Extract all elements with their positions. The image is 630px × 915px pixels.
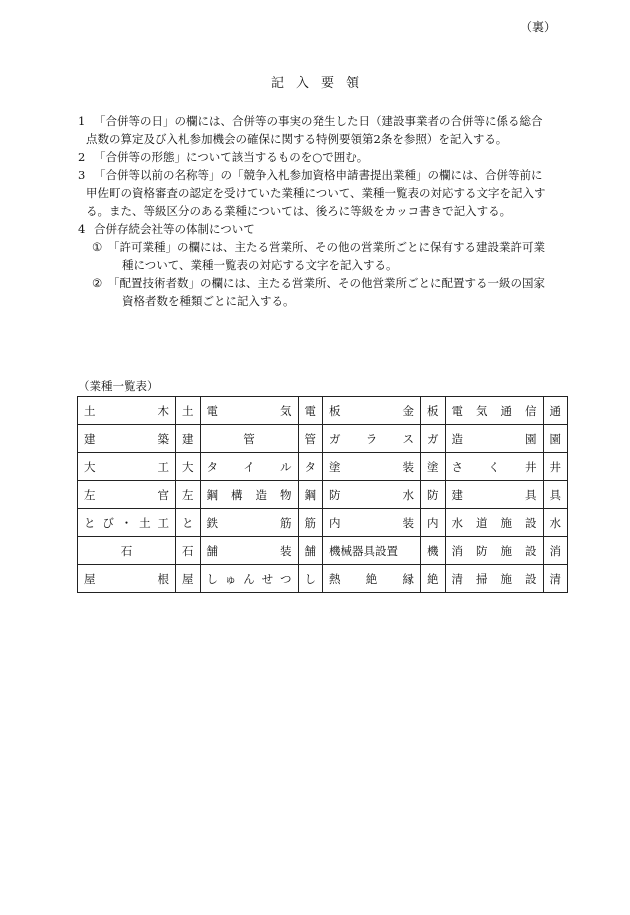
industry-name <box>329 487 414 503</box>
industry-name-char: せ <box>261 571 274 586</box>
industry-abbr-cell: 内 <box>421 509 446 537</box>
instruction-item-2 <box>78 148 563 166</box>
industry-name <box>452 571 537 587</box>
industry-name-char: 木 <box>157 403 169 418</box>
industry-name-cell <box>323 425 421 453</box>
industry-name-char: 気 <box>280 403 292 418</box>
industry-abbr-cell: 建 <box>176 425 201 453</box>
industry-name-char: 熱 <box>329 571 341 586</box>
industry-name-char: 施 <box>500 515 512 530</box>
industry-name-char: 設 <box>375 543 387 558</box>
industry-name-char: 大 <box>84 459 96 474</box>
industry-name-cell <box>445 481 543 509</box>
industry-name-char: 筋 <box>280 515 292 530</box>
industry-name-char: ゅ <box>224 571 237 586</box>
instruction-item-1 <box>78 112 563 148</box>
industry-name-char: 工 <box>157 459 169 474</box>
table-caption: （業種一覧表） <box>78 379 159 393</box>
instructions <box>78 112 563 310</box>
industry-name-char: ん <box>243 571 255 586</box>
industry-abbr-cell: 大 <box>176 453 201 481</box>
industry-abbr-cell: 井 <box>543 453 568 481</box>
industry-name <box>207 431 292 447</box>
industry-name-char: 消 <box>451 543 463 558</box>
industry-name-char: 具 <box>363 543 375 558</box>
industry-name-char: 井 <box>525 459 537 474</box>
industry-name <box>84 403 169 419</box>
industry-name-cell <box>200 425 298 453</box>
industry-abbr-cell: 左 <box>176 481 201 509</box>
industry-abbr-cell: 水 <box>543 509 568 537</box>
industry-name-char: 防 <box>476 543 488 558</box>
industry-name <box>84 515 169 531</box>
industry-abbr-cell: 清 <box>543 565 568 593</box>
instruction-item-3 <box>78 166 563 220</box>
industry-name <box>84 459 169 475</box>
industry-name-cell <box>323 565 421 593</box>
subitem-text: 「許可業種」の欄には、主たる営業所、その他の営業所ごとに保有する建設業許可業 <box>108 240 545 254</box>
industry-name-cell <box>323 397 421 425</box>
industry-name-cell <box>323 509 421 537</box>
industry-name-char: 土 <box>139 515 151 530</box>
industry-name-char: 舗 <box>206 543 218 558</box>
industry-name <box>207 543 292 559</box>
industry-name-cell <box>323 453 421 481</box>
industry-name-char: ・ <box>120 515 133 530</box>
industry-name-char: 工 <box>157 515 169 530</box>
industry-name-char: 築 <box>157 431 169 446</box>
industry-name-cell <box>78 481 176 509</box>
industry-name <box>207 515 292 531</box>
industry-name-char: 園 <box>525 431 537 446</box>
industry-name-cell <box>445 537 543 565</box>
industry-name <box>452 487 537 503</box>
reverse-side-mark: （裏） <box>519 20 556 34</box>
industry-name-char: 屋 <box>84 571 96 586</box>
industry-name <box>84 543 169 559</box>
industry-name <box>329 459 414 475</box>
subitem-mark: ① <box>92 240 103 254</box>
industry-name-char: 内 <box>329 515 341 530</box>
industry-name <box>452 403 537 419</box>
industry-abbr-cell: 管 <box>298 425 323 453</box>
industry-abbr-cell: 絶 <box>421 565 446 593</box>
instruction-subitem-2 <box>78 274 563 310</box>
item-text: 合併存続会社等の体制について <box>94 222 255 236</box>
item-text-cont: 甲佐町の資格審査の認定を受けていた業種について、業種一覧表の対応する文字を記入す <box>86 186 546 200</box>
industry-name-char: 器 <box>352 543 364 558</box>
industry-name <box>84 571 169 587</box>
industry-name <box>207 487 292 503</box>
industry-name-cell <box>78 453 176 481</box>
industry-name-cell <box>445 565 543 593</box>
instruction-subitem-1 <box>78 238 563 274</box>
page-title: 記入要領 <box>270 76 371 91</box>
industry-abbr-cell: 石 <box>176 537 201 565</box>
industry-name-cell <box>200 397 298 425</box>
industry-abbr-cell: 防 <box>421 481 446 509</box>
industry-name-cell <box>200 537 298 565</box>
industry-name-char: び <box>102 515 114 530</box>
industry-name-char: 造 <box>451 431 463 446</box>
industry-name-char: 塗 <box>329 459 341 474</box>
industry-name-char: ガ <box>329 431 341 446</box>
industry-name-char: 置 <box>386 543 398 558</box>
industry-name-char: 縁 <box>402 571 414 586</box>
industry-abbr-cell: 屋 <box>176 565 201 593</box>
industry-name-char: 設 <box>525 571 537 586</box>
industry-name-cell <box>78 537 176 565</box>
industry-name-char: 気 <box>476 403 488 418</box>
industry-name-char: し <box>206 571 218 586</box>
industry-name-char: 装 <box>280 543 292 558</box>
industry-name-char: 建 <box>451 487 463 502</box>
industry-name-cell <box>323 537 421 565</box>
item-text: 「合併等の形態」について該当するものを○で囲む。 <box>94 150 369 164</box>
industry-abbr-cell: 通 <box>543 397 568 425</box>
industry-name-char: 石 <box>120 543 133 558</box>
industry-name-char: 掃 <box>476 571 488 586</box>
industry-name-char: 構 <box>231 487 243 502</box>
industry-name <box>452 543 537 559</box>
table-row <box>78 537 568 565</box>
industry-name-char: 水 <box>451 515 463 530</box>
industry-name-char: 具 <box>525 487 537 502</box>
industry-name-cell <box>200 453 298 481</box>
industry-abbr-cell: 舗 <box>298 537 323 565</box>
industry-name-char: 鉄 <box>206 515 218 530</box>
item-text-cont: 点数の算定及び入札参加機会の確保に関する特例要領第2条を参照）を記入する。 <box>86 132 508 146</box>
industry-name-char: 絶 <box>365 571 378 586</box>
subitem-mark: ② <box>92 276 103 290</box>
subitem-text-cont: 資格者数を種類ごとに記入する。 <box>122 294 295 308</box>
industry-name-cell <box>78 565 176 593</box>
industry-name-char: 施 <box>500 571 512 586</box>
industry-name-char: 施 <box>500 543 512 558</box>
industry-abbr-cell: 板 <box>421 397 446 425</box>
industry-name-char: 金 <box>402 403 414 418</box>
industry-abbr-cell: タ <box>298 453 323 481</box>
industry-abbr-cell: 電 <box>298 397 323 425</box>
industry-name-char: ラ <box>365 431 378 446</box>
industry-abbr-cell: 消 <box>543 537 568 565</box>
industry-name <box>329 543 414 559</box>
industry-name-cell <box>78 509 176 537</box>
industry-name-cell <box>200 565 298 593</box>
table-row <box>78 565 568 593</box>
industry-name-char: 道 <box>476 515 488 530</box>
industry-name-char: 電 <box>451 403 463 418</box>
industry-name-char: ス <box>402 431 414 446</box>
industry-name-cell <box>78 425 176 453</box>
item-number: 2 <box>78 150 86 164</box>
item-text: 「合併等以前の名称等」の「競争入札参加資格申請書提出業種」の欄には、合併等前に <box>94 168 543 182</box>
industry-name-char: 官 <box>157 487 169 502</box>
industry-abbr-cell: し <box>298 565 323 593</box>
industry-name-char: 管 <box>243 431 255 446</box>
industry-name-char: 信 <box>525 403 537 418</box>
item-text-cont: る。また、等級区分のある業種については、後ろに等級をカッコ書きで記入する。 <box>86 204 512 218</box>
item-text: 「合併等の日」の欄には、合併等の事実の発生した日（建設事業者の合併等に係る総合 <box>94 114 543 128</box>
table-row <box>78 509 568 537</box>
industry-name <box>207 571 292 587</box>
table-row <box>78 481 568 509</box>
industry-name <box>329 431 414 447</box>
industry-name-cell <box>445 509 543 537</box>
industry-name-char: 械 <box>340 543 352 558</box>
industry-name-char: 物 <box>280 487 292 502</box>
industry-name-cell <box>445 425 543 453</box>
industry-name-cell <box>200 481 298 509</box>
industry-name-char: 装 <box>402 459 414 474</box>
industry-name-char: タ <box>206 459 218 474</box>
industry-name-char: 水 <box>402 487 414 502</box>
industry-name-cell <box>200 509 298 537</box>
industry-name <box>452 431 537 447</box>
subitem-text-cont: 種について、業種一覧表の対応する文字を記入する。 <box>122 258 398 272</box>
industry-name-char: 造 <box>255 487 267 502</box>
industry-abbr-cell: 機 <box>421 537 446 565</box>
industry-name-char: イ <box>243 459 255 474</box>
industry-name <box>84 431 169 447</box>
industry-name-char: つ <box>280 571 292 586</box>
industry-name-char: 電 <box>206 403 218 418</box>
industry-name-cell <box>323 481 421 509</box>
industry-name-cell <box>445 397 543 425</box>
industry-name-char: 鋼 <box>206 487 218 502</box>
industry-abbr-cell: 鋼 <box>298 481 323 509</box>
industry-name <box>452 515 537 531</box>
industry-name <box>329 571 414 587</box>
industry-name <box>207 403 292 419</box>
instruction-item-4 <box>78 220 563 238</box>
industry-name-char: 板 <box>329 403 341 418</box>
industry-abbr-cell: ガ <box>421 425 446 453</box>
industry-name-char: 設 <box>525 543 537 558</box>
industry-abbr-cell: 具 <box>543 481 568 509</box>
industry-type-table <box>77 396 568 593</box>
subitem-text: 「配置技術者数」の欄には、主たる営業所、その他営業所ごとに配置する一級の国家 <box>108 276 545 290</box>
industry-name-char: さ <box>451 459 463 474</box>
industry-name <box>84 487 169 503</box>
item-number: 3 <box>78 168 86 182</box>
industry-name-char: 土 <box>84 403 96 418</box>
table-row <box>78 425 568 453</box>
industry-abbr-cell: と <box>176 509 201 537</box>
industry-name <box>329 403 414 419</box>
industry-name-char: 設 <box>525 515 537 530</box>
industry-name <box>452 459 537 475</box>
industry-name-char: く <box>488 459 500 474</box>
item-number: 4 <box>78 222 86 236</box>
industry-name-char: 装 <box>402 515 414 530</box>
industry-abbr-cell: 筋 <box>298 509 323 537</box>
industry-name-cell <box>445 453 543 481</box>
table-row <box>78 397 568 425</box>
industry-name-char: と <box>84 515 96 530</box>
industry-name-char: ル <box>280 459 292 474</box>
industry-name-char: 建 <box>84 431 96 446</box>
table-row <box>78 453 568 481</box>
industry-name-char: 通 <box>500 403 512 418</box>
industry-name-char: 防 <box>329 487 341 502</box>
industry-name-char: 清 <box>451 571 463 586</box>
industry-abbr-cell: 園 <box>543 425 568 453</box>
industry-name <box>207 459 292 475</box>
item-number: 1 <box>78 114 86 128</box>
industry-name-cell <box>78 397 176 425</box>
industry-name-char: 機 <box>329 543 341 558</box>
industry-abbr-cell: 塗 <box>421 453 446 481</box>
industry-name-char: 根 <box>157 571 169 586</box>
industry-name <box>329 515 414 531</box>
industry-name-char: 左 <box>84 487 96 502</box>
industry-abbr-cell: 土 <box>176 397 201 425</box>
